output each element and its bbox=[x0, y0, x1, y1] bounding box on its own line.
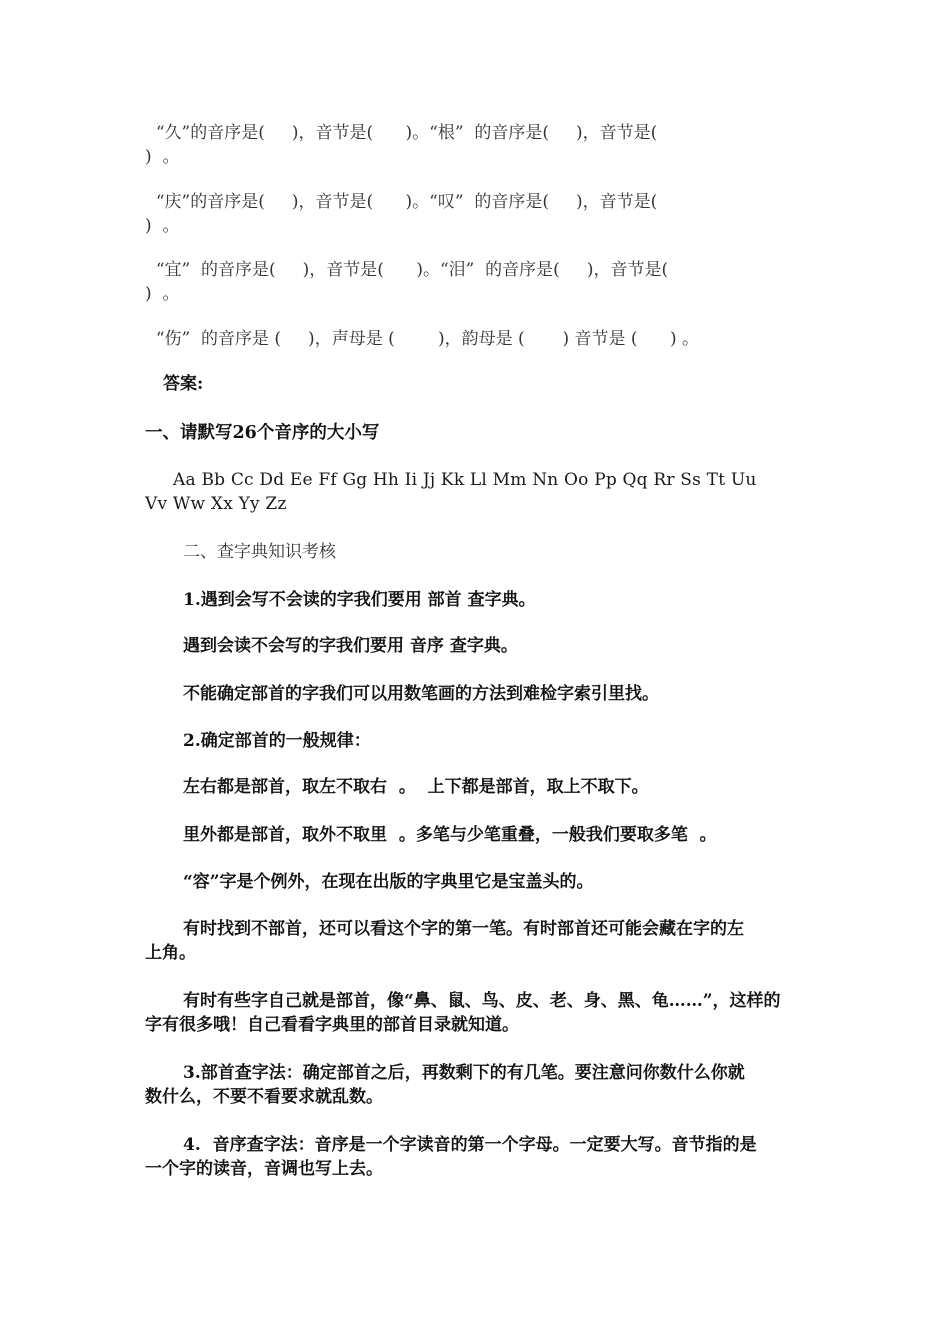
question-1-line-1: “久”的音序是( )，音节是( )。“根” 的音序是( )，音节是( bbox=[145, 123, 658, 143]
item-4-line-1: 4. 音序查字法：音序是一个字读音的第一个字母。一定要大写。音节指的是 bbox=[183, 1135, 757, 1155]
section-1-title: 一、请默写26个音序的大小写 bbox=[145, 423, 380, 443]
item-1-line-3: 不能确定部首的字我们可以用数笔画的方法到难检字索引里找。 bbox=[183, 684, 659, 704]
question-2-line-2: ) 。 bbox=[145, 216, 180, 236]
item-2-line-3: 里外都是部首，取外不取里 。多笔与少笔重叠，一般我们要取多笔 。 bbox=[183, 825, 717, 845]
item-2-paragraph-1-line-1: 有时找到不部首，还可以看这个字的第一笔。有时部首还可能会藏在字的左 bbox=[183, 919, 744, 939]
item-2-paragraph-2-line-1: 有时有些字自己就是部首，像“鼻、鼠、鸟、皮、老、身、黑、龟……”，这样的 bbox=[183, 991, 781, 1011]
question-4-line-1: “伤” 的音序是 ( )，声母是 ( )，韵母是 ( ) 音节是 ( ) 。 bbox=[145, 329, 699, 349]
answer-label: 答案: bbox=[163, 374, 204, 394]
item-2-paragraph-2-line-2: 字有很多哦！自己看看字典里的部首目录就知道。 bbox=[145, 1015, 519, 1035]
item-1-line-2: 遇到会读不会写的字我们要用 音序 查字典。 bbox=[183, 636, 518, 656]
question-1-line-2: ) 。 bbox=[145, 147, 180, 167]
item-2-line-4: “容”字是个例外，在现在出版的字典里它是宝盖头的。 bbox=[183, 872, 594, 892]
item-3-line-1: 3.部首查字法：确定部首之后，再数剩下的有几笔。要注意问你数什么你就 bbox=[183, 1063, 745, 1083]
alphabet-line-2: Vv Ww Xx Yy Zz bbox=[145, 494, 287, 514]
alphabet-line-1: Aa Bb Cc Dd Ee Ff Gg Hh Ii Jj Kk Ll Mm Nn Oo Pp Qq Rr Ss Tt Uu bbox=[145, 470, 757, 490]
item-2-line-2: 左右都是部首，取左不取右 。 上下都是部首，取上不取下。 bbox=[183, 777, 649, 797]
question-3-line-1: “宜” 的音序是( )，音节是( )。“泪” 的音序是( )，音节是( bbox=[145, 260, 669, 280]
item-1-line-1: 1.遇到会写不会读的字我们要用 部首 查字典。 bbox=[183, 590, 536, 610]
item-2-paragraph-1-line-2: 上角。 bbox=[145, 943, 196, 963]
section-2-title: 二、查字典知识考核 bbox=[183, 542, 336, 562]
item-2-line-1: 2.确定部首的一般规律： bbox=[183, 731, 371, 751]
item-4-line-2: 一个字的读音，音调也写上去。 bbox=[145, 1159, 383, 1179]
question-2-line-1: “庆”的音序是( )，音节是( )。“叹” 的音序是( )，音节是( bbox=[145, 192, 658, 212]
item-3-line-2: 数什么，不要不看要求就乱数。 bbox=[145, 1087, 383, 1107]
question-3-line-2: ) 。 bbox=[145, 284, 180, 304]
